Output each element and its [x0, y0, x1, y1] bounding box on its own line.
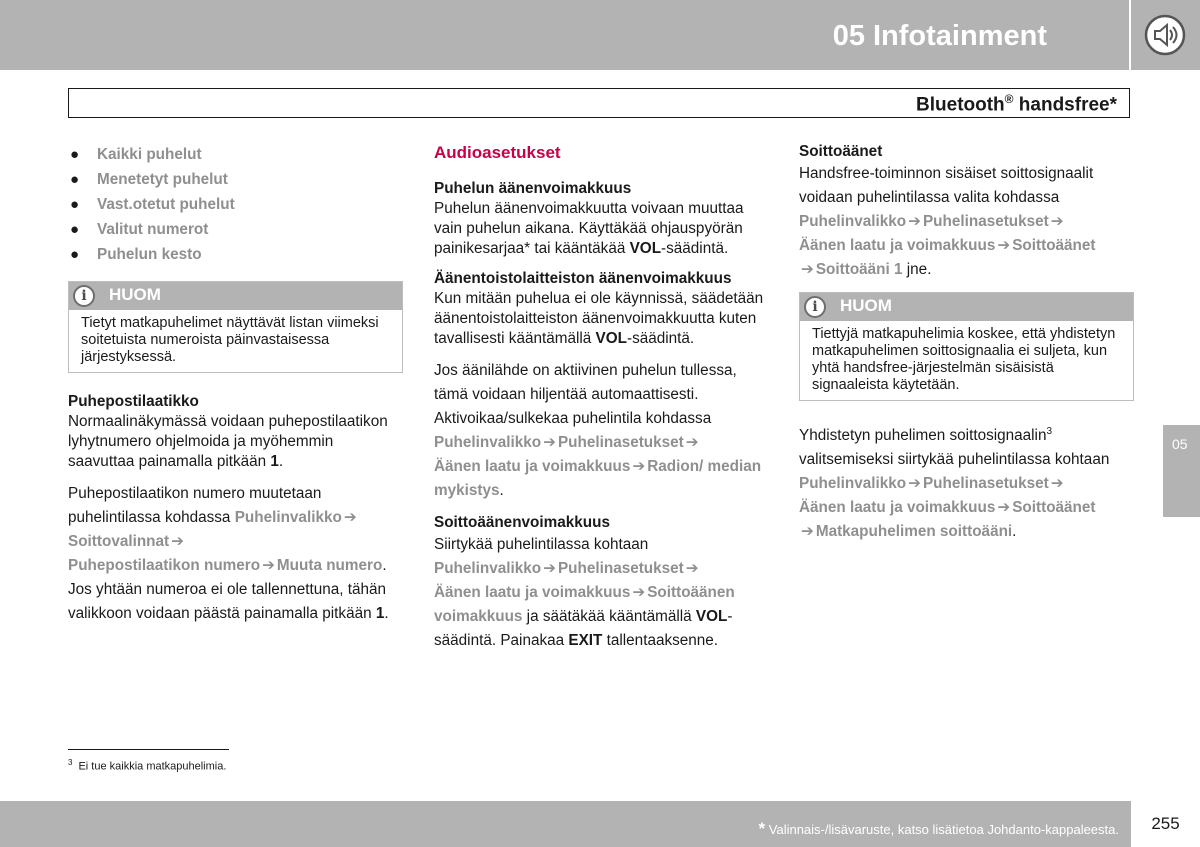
footnote: $^3$ Ei tue kaikkia matkapuhelimia. — [68, 758, 227, 773]
voicemail-paragraph: Normaalinäkymässä voidaan puhepostilaatikon lyhytnumero ohjelmoida ja myöhemmin saavuttaa painamalla pitkään 1. — [68, 413, 388, 470]
list-item: ● Vast.otetut puhelut — [70, 196, 235, 213]
arrow-right-icon: ➔ — [632, 458, 646, 475]
arrow-right-icon: ➔ — [543, 560, 556, 577]
footer-note: * Valinnais-/lisävaruste, katso lisätietoa Johdanto-kappaleesta. — [758, 819, 1119, 838]
audio-settings-heading: Audioasetukset — [434, 143, 561, 162]
note-header — [800, 293, 1133, 321]
call-volume-text: Puhelun äänenvoimakkuutta voivaan muuttaa vain puhelun aikana. Käyttäkää ohjauspyörän painikesarjaa* tai kääntäkää VOL-säädintä. — [434, 200, 744, 257]
ringtones-text: Handsfree-toiminnon sisäiset soittosignaalit voidaan puhelintilassa valita kohdassa Puhelinvalikko ➔ Puhelinasetukset ➔ Äänen laatu ja voimakkuus ➔ Soittoäänet ➔ Soittoääni 1 jne. — [799, 165, 1096, 278]
arrow-right-icon: ➔ — [685, 434, 699, 451]
arrow-right-icon: ➔ — [908, 213, 921, 230]
column-2 — [434, 142, 769, 663]
call-list-bullets — [68, 142, 403, 267]
column-3 — [799, 142, 1134, 554]
arrow-right-icon: ➔ — [801, 523, 814, 541]
note-box — [68, 281, 403, 373]
list-item: ● Menetetyt puhelut — [70, 171, 228, 188]
arrow-right-icon: ➔ — [543, 434, 556, 451]
ringtones-heading: Soittoäänet — [799, 143, 883, 160]
arrow-right-icon: ➔ — [1050, 475, 1064, 493]
audio-system-volume-heading: Äänentoistolaitteiston äänenvoimakkuus — [434, 270, 732, 287]
note-text: Tietyt matkapuhelimet näyttävät listan viimeksi soitetuista numeroista päinvastaisessa järjestyksessä. — [81, 315, 379, 365]
column-1 — [68, 142, 403, 636]
arrow-right-icon: ➔ — [997, 499, 1011, 517]
note-label: HUOM — [109, 285, 161, 304]
voicemail-menu-paragraph: Puhepostilaatikon numero muutetaan puhelintilassa kohdassa Puhelinvalikko ➔ Soittovalinnat ➔ Puhepostilaatikon numero ➔ Muuta numero. Jos yhtään numeroa ei ole tallennettuna, tähän valikkoon voidaan päästä painamalla pitkään 1. — [68, 485, 389, 622]
chapter-icon-box — [1131, 0, 1200, 70]
list-item: ● Valitut numerot — [70, 221, 209, 238]
list-item: ● Puhelun kesto — [70, 246, 202, 263]
chapter-side-tab: 05 — [1163, 425, 1200, 517]
note-text: Tiettyjä matkapuhelimia koskee, että yhdistetyn matkapuhelimen soittosignaalia ei suljeta, kun yhtä handsfree-järjestelmän sisäisistä signaaleista käytetään. — [812, 326, 1116, 393]
section-header — [68, 88, 1130, 118]
ringtone-volume-text: Siirtykää puhelintilassa kohtaan Puhelinvalikko ➔ Puhelinasetukset ➔ Äänen laatu ja voimakkuus ➔ Soittoäänen voimakkuus ja säätäkää kääntämällä VOL-säädintä. Painakaa EXIT tallentaaksenne. — [434, 536, 735, 649]
mute-menu-paragraph: Jos äänilähde on aktiivinen puhelun tullessa, tämä voidaan hiljentää automaattisesti. Aktivoikaa/sulkekaa puhelintila kohdassa Puhelinvalikko ➔ Puhelinasetukset ➔ Äänen laatu ja voimakkuus ➔ Radion/ median mykistys. — [434, 362, 762, 499]
voicemail-heading: Puhepostilaatikko — [68, 393, 199, 410]
section-title: Bluetooth® handsfree* — [916, 92, 1117, 116]
arrow-right-icon: ➔ — [685, 560, 699, 577]
list-item: ● Kaikki puhelut — [70, 146, 202, 163]
phone-ringtone-paragraph: Yhdistetyn puhelimen soittosignaalin$^3$ valitsemiseksi siirtykää puhelintilassa kohtaan Puhelinvalikko ➔ Puhelinasetukset ➔ Äänen laatu ja voimakkuus ➔ Soittoäänet ➔ Matkapuhelimen soittoääni. — [799, 426, 1110, 541]
footnote-rule — [68, 749, 229, 750]
arrow-right-icon: ➔ — [632, 584, 646, 601]
info-icon: i — [73, 285, 95, 307]
note-header — [69, 282, 402, 310]
arrow-right-icon: ➔ — [801, 261, 814, 278]
chapter-title: 05 Infotainment — [832, 20, 1047, 52]
arrow-right-icon: ➔ — [343, 509, 357, 526]
chapter-header-bar — [0, 0, 1129, 70]
ringtone-volume-heading: Soittoäänenvoimakkuus — [434, 514, 610, 531]
arrow-right-icon: ➔ — [1050, 213, 1064, 230]
note-label: HUOM — [840, 296, 892, 315]
speaker-icon — [1144, 14, 1186, 56]
info-icon: i — [804, 296, 826, 318]
arrow-right-icon: ➔ — [908, 475, 921, 493]
footer-bar — [0, 801, 1131, 847]
arrow-right-icon: ➔ — [171, 533, 184, 550]
page-number: 255 — [1151, 814, 1180, 833]
note-box — [799, 292, 1134, 401]
audio-system-volume-text: Kun mitään puhelua ei ole käynnissä, säädetään äänentoistolaitteiston äänenvoimakkuutta kuten tavallisesti kääntämällä VOL-säädintä. — [434, 290, 764, 347]
arrow-right-icon: ➔ — [262, 557, 275, 574]
arrow-right-icon: ➔ — [997, 237, 1011, 254]
call-volume-heading: Puhelun äänenvoimakkuus — [434, 180, 632, 197]
